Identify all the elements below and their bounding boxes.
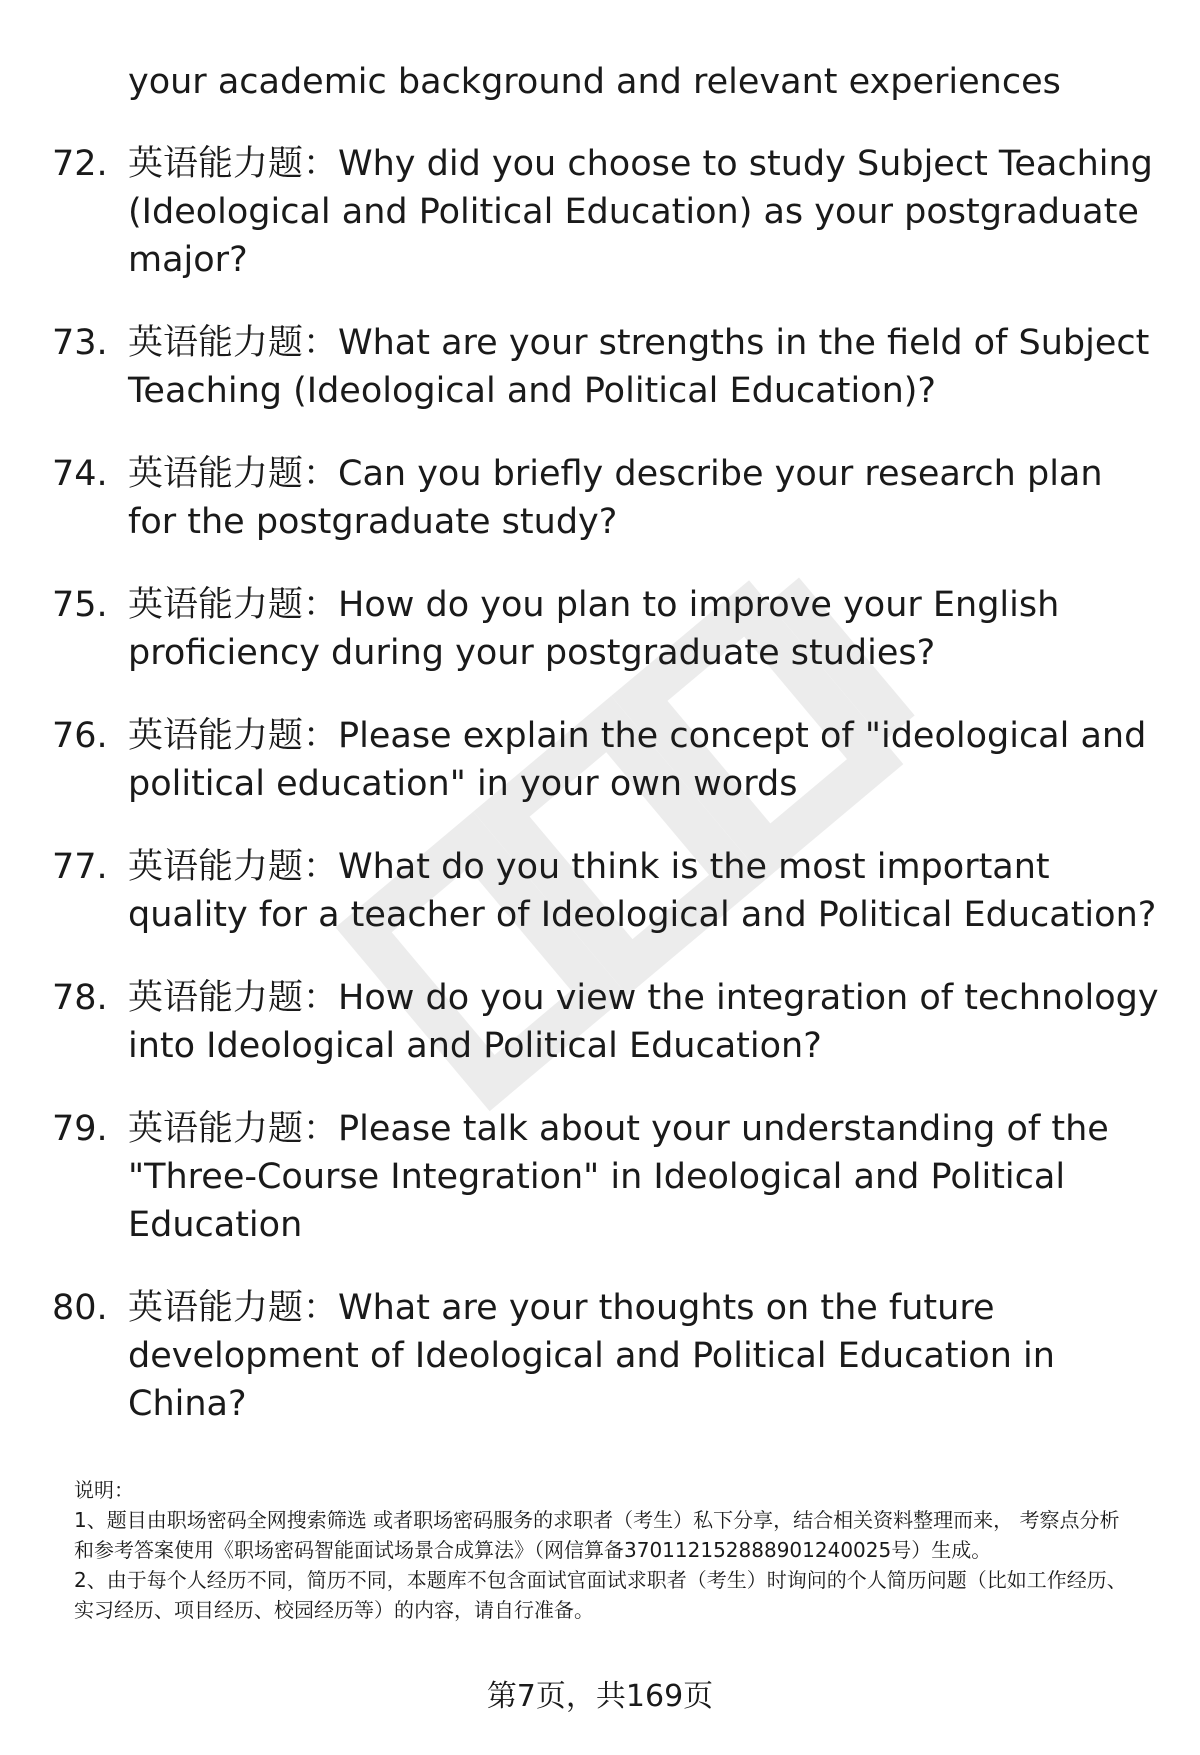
question-category-tag: 英语能力题： bbox=[128, 323, 339, 363]
question-text: How do you view the integration of technology into Ideological and Political Education? bbox=[128, 978, 1159, 1066]
notes-heading: 说明： bbox=[74, 1478, 134, 1502]
question-item bbox=[0, 140, 1200, 284]
question-category-tag: 英语能力题： bbox=[128, 454, 339, 494]
question-category-tag: 英语能力题： bbox=[128, 144, 339, 184]
question-category-tag: 英语能力题： bbox=[128, 847, 339, 887]
notes-section bbox=[74, 1475, 1134, 1625]
question-category-tag: 英语能力题： bbox=[128, 585, 339, 625]
continuation-text: your academic background and relevant experiences bbox=[128, 62, 1061, 102]
question-item bbox=[0, 1284, 1200, 1428]
question-text: What do you think is the most important quality for a teacher of Ideological and Political Education? bbox=[128, 847, 1157, 935]
question-text: Please talk about your understanding of the "Three-Course Integration" in Ideological and Political Education bbox=[128, 1109, 1109, 1245]
question-number: 72. bbox=[52, 144, 108, 184]
question-text: Can you briefly describe your research plan for the postgraduate study? bbox=[128, 454, 1103, 542]
question-item bbox=[0, 581, 1200, 677]
question-number: 79. bbox=[52, 1109, 108, 1149]
question-text: Please explain the concept of "ideological and political education" in your own words bbox=[128, 716, 1147, 804]
question-number: 80. bbox=[52, 1288, 108, 1328]
question-text: How do you plan to improve your English proficiency during your postgraduate studies? bbox=[128, 585, 1060, 673]
question-category-tag: 英语能力题： bbox=[128, 1288, 339, 1328]
question-number: 77. bbox=[52, 847, 108, 887]
question-item bbox=[0, 974, 1200, 1070]
question-text: Why did you choose to study Subject Teaching (Ideological and Political Education) as your postgraduate major? bbox=[128, 144, 1153, 280]
notes-line-2: 2、由于每个人经历不同，简历不同，本题库不包含面试官面试求职者（考生）时询问的个人简历问题（比如工作经历、实习经历、项目经历、校园经历等）的内容，请自行准备。 bbox=[74, 1568, 1127, 1622]
notes-line-1: 1、题目由职场密码全网搜索筛选 或者职场密码服务的求职者（考生）私下分享，结合相关资料整理而来， 考察点分析和参考答案使用《职场密码智能面试场景合成算法》（网信算备370112152888901240025号）生成。 bbox=[74, 1508, 1120, 1562]
question-category-tag: 英语能力题： bbox=[128, 1109, 339, 1149]
question-item bbox=[0, 319, 1200, 415]
question-item bbox=[0, 1105, 1200, 1249]
question-list bbox=[0, 140, 1200, 1463]
question-text: What are your thoughts on the future development of Ideological and Political Education in China? bbox=[128, 1288, 1055, 1424]
question-number: 74. bbox=[52, 454, 108, 494]
question-category-tag: 英语能力题： bbox=[128, 978, 339, 1018]
question-number: 75. bbox=[52, 585, 108, 625]
question-number: 78. bbox=[52, 978, 108, 1018]
question-number: 73. bbox=[52, 323, 108, 363]
question-text: What are your strengths in the field of Subject Teaching (Ideological and Political Education)? bbox=[128, 323, 1150, 411]
question-item bbox=[0, 843, 1200, 939]
question-item bbox=[0, 712, 1200, 808]
question-number: 76. bbox=[52, 716, 108, 756]
page-number: 第7页，共169页 bbox=[486, 1679, 714, 1714]
question-category-tag: 英语能力题： bbox=[128, 716, 339, 756]
question-item bbox=[0, 450, 1200, 546]
